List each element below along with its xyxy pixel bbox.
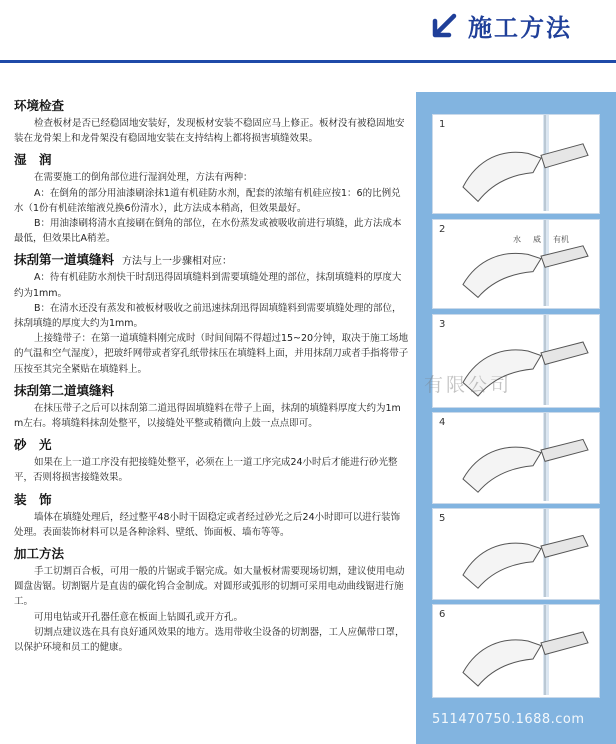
section-title-text: 环境检查	[14, 98, 65, 113]
step-label: 威	[533, 235, 541, 244]
step-label: 水	[513, 235, 521, 244]
section-title-text: 抹刮第一道填缝料	[14, 252, 115, 268]
header-divider	[0, 60, 616, 63]
step-number: 6	[439, 609, 446, 620]
section-title	[14, 250, 409, 268]
hand-tool-sketch	[433, 413, 597, 501]
illustration-panel	[416, 92, 616, 744]
section-paragraph: 切割点建议选在具有良好通风效果的地方。选用带收尘设备的切割器，工人应佩带口罩，以保护环境和员工的健康。	[14, 626, 405, 654]
section-paragraph: 在需要施工的倒角部位进行湿润处理，方法有两种：	[33, 172, 253, 184]
hand-tool-sketch	[433, 605, 597, 695]
instructions-text	[14, 92, 409, 655]
section-paragraph: 检查板材是否已经稳固地安装好，发现板材安装不稳固应马上修正。板材没有被稳固地安装在龙骨架上和龙骨架没有稳固地安装在支持结构上都将损害填缝效果。	[14, 118, 405, 145]
step-number: 4	[439, 417, 446, 428]
section-subtitle: 方法与上一步骤相对应：	[122, 256, 233, 268]
section-paragraph: A：待有机硅防水剂快干时刮迅得固填缝料到需要填缝处理的部位，抹刮填缝料的厚度大约为1mm。	[14, 272, 402, 299]
hand-tool-sketch	[433, 509, 597, 597]
page-header	[0, 0, 616, 62]
section-paragraph: 可用电钻或开孔器任意在板面上钻圆孔或开方孔。	[33, 611, 243, 623]
section-title	[14, 435, 409, 453]
step-number: 1	[439, 119, 446, 130]
hand-tool-sketch	[433, 115, 597, 211]
step-number: 2	[439, 224, 446, 235]
section-title-text: 装 饰	[14, 491, 52, 507]
section-title	[14, 96, 409, 114]
section-paragraph: 墙体在填缝处理后，经过整平48小时干固稳定或者经过砂光之后24小时即可以进行装饰处理。表面装饰材料可以是各种涂料、壁纸、饰面板、墙布等等。	[14, 511, 401, 538]
section-paragraph: 如果在上一道工序没有把接缝处整平，必须在上一道工序完成24小时后才能进行砂光整平，否则将损害接缝效果。	[14, 457, 398, 484]
step-number: 5	[439, 513, 446, 524]
step-illustration-1	[432, 114, 600, 214]
section-paragraph: 上接缝带子：在第一道填缝料刚完成时（时间间隔不得超过15~20分钟，取决于施工场地的气温和空气湿度），把玻纤网带或者穿孔纸带抹压在填缝料上面，并用抹刮刀或者手指将带子压按至其完全紧贴在填缝料上。	[14, 333, 409, 375]
step-number: 3	[439, 319, 446, 330]
section-title	[14, 381, 409, 399]
step-illustration-4	[432, 412, 600, 504]
section-paragraph: B：用油漆刷将清水直接刷在倒角的部位，在水份蒸发或被吸收前进行填缝，此方法成本最低，但效果比A稍差。	[14, 218, 402, 245]
step-label: 有机	[553, 235, 569, 244]
hand-tool-sketch	[433, 220, 597, 306]
page-title: 施工方法	[468, 14, 572, 42]
section-title-text: 抹刮第二道填缝料	[14, 382, 115, 398]
step-illustration-5	[432, 508, 600, 600]
section-paragraph: 在抹压带子之后可以抹刮第二道迅得固填缝料在带子上面，抹刮的填缝料厚度大约为1mm左右。将填缝料抹刮处整平，以接缝处平整或稍微向上鼓一点点即可。	[14, 402, 401, 430]
watermark: 有限公司	[424, 374, 513, 396]
section-title	[14, 150, 409, 168]
section-paragraph: B：在清水还没有蒸发和被板材吸收之前迅速抹刮迅得固填缝料到需要填缝处理的部位，抹刮填缝的厚度大约为1mm。	[14, 302, 402, 330]
section-title-text: 砂 光	[14, 437, 52, 453]
section-paragraph: 手工切割百合板，可用一般的片锯或手锯完成。如大量板材需要现场切割，建议使用电动圆盘齿锯。切割锯片是直齿的碳化钨合金制成。对圆形或弧形的切割可采用电动曲线锯进行施工。	[14, 566, 405, 608]
step-illustration-2	[432, 219, 600, 309]
section-title-text: 湿 润	[14, 152, 52, 168]
section-title	[14, 490, 409, 508]
section-paragraph: A：在倒角的部分用油漆刷涂抹1道有机硅防水剂，配套的浓缩有机硅应按1：6的比例兑水（1份有机硅浓缩液兑换6份清水），此方法成本稍高，但效果最好。	[14, 187, 401, 214]
section-title	[14, 544, 409, 562]
step-illustration-6	[432, 604, 600, 698]
section-title-text: 加工方法	[14, 546, 65, 562]
site-url: 511470750.1688.com	[432, 712, 585, 727]
arrow-down-left-icon	[430, 12, 458, 40]
